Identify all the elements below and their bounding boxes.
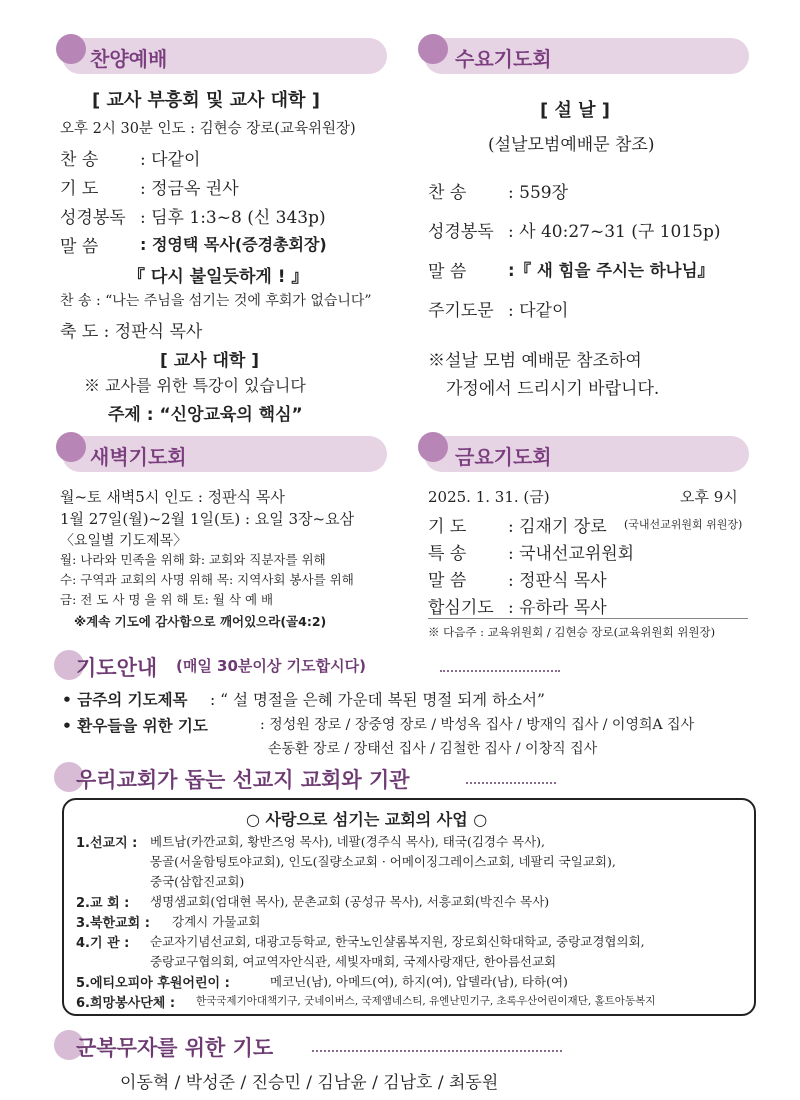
friday-next: ※ 다음주 : 교육위원회 / 김현승 장로(교육위원회 위원장): [428, 625, 716, 639]
sunday-row-label: 말 씀: [60, 237, 99, 257]
wednesday-pill-dot: [418, 34, 448, 64]
prayer-guide-dots: [440, 670, 560, 672]
wednesday-header: [ 설 날 ]: [540, 100, 611, 121]
friday-row-value: : 유하라 목사: [508, 598, 607, 618]
mission-label: 5.에티오피아 후원어린이 :: [76, 976, 230, 991]
mission-line: 중국(삼합진교회): [150, 874, 245, 889]
sunday-header: [ 교사 부흥회 및 교사 대학 ]: [92, 90, 320, 111]
prayer-guide-title: 기도안내: [76, 656, 158, 680]
prayer-topic-label: • 금주의 기도제목: [62, 691, 188, 709]
prayer-guide-subtitle: (매일 30분이상 기도합시다): [176, 657, 366, 675]
friday-title: 금요기도회: [455, 445, 552, 469]
friday-row-small: (국내선교위원회 위원장): [624, 518, 743, 531]
friday-row-label: 말 씀: [428, 571, 467, 591]
sunday-title: 찬양예배: [90, 47, 168, 71]
sick-label: • 환우들을 위한 기도: [62, 717, 208, 735]
school-topic: 주제 : “신앙교육의 핵심”: [108, 405, 303, 425]
friday-pill-dot: [418, 432, 448, 462]
sunday-blessing: 축 도 : 정판식 목사: [60, 322, 203, 342]
missions-title: 우리교회가 돕는 선교지 교회와 기관: [76, 768, 410, 792]
military-names: 이동혁 / 박성준 / 진승민 / 김남윤 / 김남호 / 최동원: [120, 1073, 499, 1093]
wednesday-note: ※설날 모범 예배문 참조하여: [428, 351, 642, 371]
dawn-topic: 월: 나라와 민족을 위해 화: 교회와 직분자를 위해: [60, 552, 326, 567]
prayer-topic-text: : “ 설 명절을 은혜 가운데 복된 명절 되게 하소서”: [210, 691, 545, 709]
wednesday-title: 수요기도회: [455, 47, 552, 71]
sunday-time: 오후 2시 30분 인도 : 김현승 장로(교육위원장): [60, 121, 356, 137]
mission-line: 순교자기념선교회, 대광고등학교, 한국노인샬롬복지원, 장로회신학대학교, 중랑교경협의회,: [150, 934, 645, 949]
mission-line: 강계시 가물교회: [172, 914, 261, 929]
dawn-verse: ※계속 기도에 감사함으로 깨어있으라(골4:2): [74, 614, 327, 629]
military-title: 군복무자를 위한 기도: [76, 1036, 274, 1060]
missions-dots: [466, 782, 556, 784]
friday-row-label: 합심기도: [428, 598, 494, 618]
friday-time: 오후 9시: [680, 488, 738, 506]
friday-row-value: : 정판식 목사: [508, 571, 607, 591]
school-header: [ 교사 대학 ]: [160, 351, 259, 371]
dawn-line: 월~토 새벽5시 인도 : 정판식 목사: [60, 488, 285, 506]
mission-line: 메코닌(남), 아메드(여), 하지(여), 압델라(남), 타하(여): [270, 974, 568, 989]
mission-line: 몽골(서울함팅토야교회), 인도(질량소교회 · 어메이징그레이스교회, 네팔리 국일교회),: [150, 854, 616, 869]
friday-divider: [428, 618, 748, 619]
friday-date: 2025. 1. 31. (금): [428, 488, 550, 506]
wednesday-row-label: 성경봉독: [428, 222, 494, 242]
wednesday-row-value: : 다같이: [508, 301, 569, 321]
mission-line: 베트남(카깐교회, 황반즈엉 목사), 네팔(경주식 목사), 태국(김경수 목사),: [150, 834, 546, 849]
sunday-row-label: 찬 송: [60, 150, 99, 170]
friday-row-value: : 국내선교위원회: [508, 544, 635, 564]
dawn-title: 새벽기도회: [90, 445, 187, 469]
sunday-sermon-title: 『 다시 불일듯하게 ! 』: [128, 267, 309, 287]
sick-line: 손동환 장로 / 장태선 집사 / 김철한 집사 / 이창직 집사: [268, 741, 598, 757]
mission-line: 생명샘교회(엄대현 목사), 문촌교회 (공성규 목사), 서흥교회(박진수 목사): [150, 894, 550, 909]
wednesday-row-label: 찬 송: [428, 183, 467, 203]
sunday-row-label: 기 도: [60, 179, 99, 199]
school-note: ※ 교사를 위한 특강이 있습니다: [84, 376, 306, 395]
dawn-topics-header: 〈요일별 기도제목〉: [60, 533, 188, 549]
mission-label: 4.기 관 :: [76, 936, 130, 951]
dawn-topic: 금: 전 도 사 명 을 위 해 토: 월 삭 예 배: [60, 592, 274, 607]
wednesday-note: 가정에서 드리시기 바랍니다.: [446, 379, 660, 399]
mission-line: 중랑교구협의회, 여교역자안식관, 세빛자매회, 국제사랑재단, 한아름선교회: [150, 954, 557, 969]
mission-label: 2.교 회 :: [76, 896, 130, 911]
wednesday-row-value: : 사 40:27~31 (구 1015p): [508, 222, 721, 242]
sunday-pill-dot: [56, 34, 86, 64]
military-dots: [312, 1050, 562, 1052]
friday-row-label: 특 송: [428, 544, 467, 564]
sunday-hymn: 찬 송 : “나는 주님을 섬기는 것에 후회가 없습니다”: [60, 293, 372, 309]
sunday-row-value: : 정영택 목사(증경총회장): [140, 235, 327, 254]
wednesday-sub: (설날모범예배문 참조): [488, 135, 655, 155]
wednesday-row-value: :『 새 힘을 주시는 하나님』: [508, 261, 715, 280]
friday-row-label: 기 도: [428, 517, 467, 537]
wednesday-row-value: : 559장: [508, 183, 569, 203]
sick-line: : 정성원 장로 / 장중영 장로 / 박성옥 집사 / 방재익 집사 / 이영희A 집사: [260, 717, 695, 733]
mission-label: 6.희망봉사단체 :: [76, 996, 176, 1011]
mission-line: 한국국제기아대책기구, 굿네이버스, 국제앰네스티, 유엔난민기구, 초록우산어린이재단, 홀트아동복지: [196, 995, 656, 1007]
dawn-topic: 수: 구역과 교회의 사명 위해 목: 지역사회 봉사를 위해: [60, 572, 354, 587]
wednesday-row-label: 말 씀: [428, 262, 467, 282]
wednesday-row-label: 주기도문: [428, 301, 494, 321]
mission-label: 1.선교지 :: [76, 836, 138, 851]
dawn-pill-dot: [56, 432, 86, 462]
missions-box-title: ○ 사랑으로 섬기는 교회의 사업 ○: [246, 810, 488, 829]
dawn-line: 1월 27일(월)~2월 1일(토) : 요일 3장~요삼: [60, 510, 355, 528]
friday-row-value: : 김재기 장로: [508, 517, 607, 537]
mission-label: 3.북한교회 :: [76, 916, 150, 931]
sunday-row-value: : 정금옥 권사: [140, 179, 239, 199]
sunday-row-value: : 딤후 1:3~8 (신 343p): [140, 208, 326, 228]
sunday-row-value: : 다같이: [140, 150, 201, 170]
sunday-row-label: 성경봉독: [60, 208, 126, 228]
